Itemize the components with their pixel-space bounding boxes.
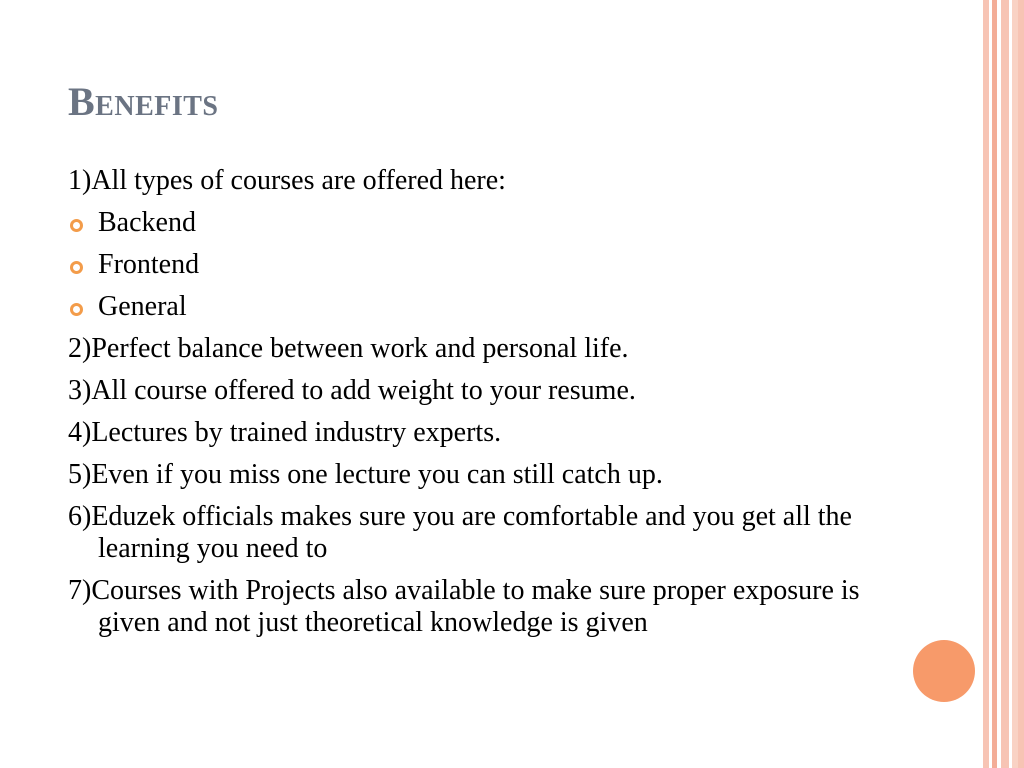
list-item-text: 3)All course offered to add weight to your resume. [68,375,636,406]
list-item [68,459,898,491]
list-item [68,375,898,407]
slide-title: Benefits [68,79,219,124]
list-item [68,207,898,239]
list-item-text: 4)Lectures by trained industry experts. [68,417,502,448]
list-item [68,165,898,197]
list-item [68,291,898,323]
list-item [68,333,898,365]
list-item-text: Backend [98,207,196,238]
list-item [68,249,898,281]
list-item-text: Frontend [98,249,200,280]
list-item [68,501,898,565]
list-item-text: 7)Courses with Projects also available to make sure proper exposure is given and not just theoretical knowledge is given [68,575,860,638]
list-item [68,575,898,639]
decorative-circle [913,640,975,702]
slide-content [68,165,898,649]
list-item-text: 5)Even if you miss one lecture you can still catch up. [68,459,663,490]
decorative-stripe [1018,0,1024,768]
list-item-text: 1)All types of courses are offered here: [68,165,506,196]
list-item-text: General [98,291,187,322]
ring-bullet-icon [70,219,83,232]
list-item-text: 6)Eduzek officials makes sure you are comfortable and you get all the learning you need to [68,501,852,564]
list-item-text: 2)Perfect balance between work and personal life. [68,333,629,364]
list-item [68,417,898,449]
decorative-stripe [1001,0,1009,768]
ring-bullet-icon [70,303,83,316]
ring-bullet-icon [70,261,83,274]
